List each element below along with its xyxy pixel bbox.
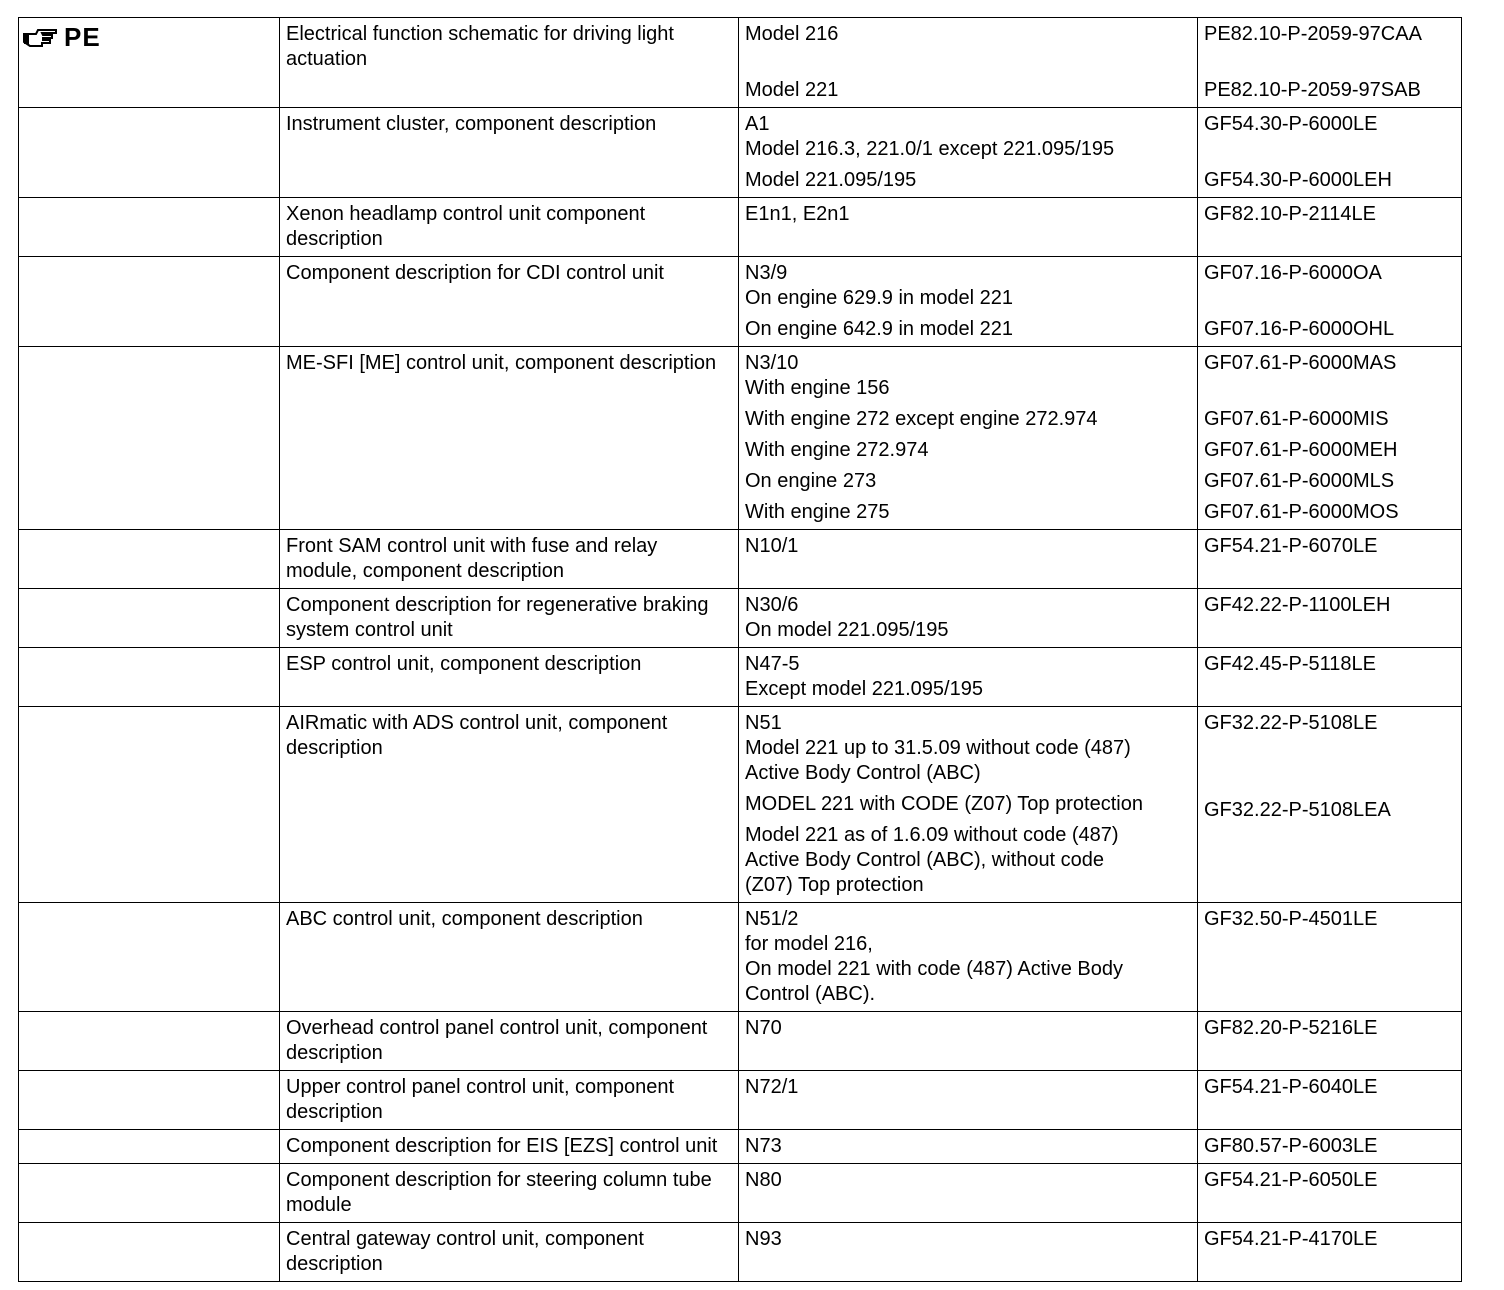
line-pad bbox=[1204, 848, 1456, 873]
table-row bbox=[19, 1223, 1462, 1282]
component-cell: Central gateway control unit, component description bbox=[280, 1223, 739, 1282]
document-number: GF54.21-P-6070LE bbox=[1204, 535, 1378, 557]
condition-line: With engine 272 except engine 272.974 bbox=[745, 408, 1098, 430]
condition-line: Model 216.3, 221.0/1 except 221.095/195 bbox=[745, 138, 1115, 160]
line-pad bbox=[1204, 736, 1456, 761]
condition-line: N80 bbox=[745, 1169, 782, 1191]
marker-cell bbox=[19, 198, 280, 257]
condition-line: N51/2 bbox=[745, 908, 799, 930]
document-number: GF54.30-P-6000LE bbox=[1204, 113, 1378, 135]
condition-cell bbox=[739, 589, 1198, 648]
condition-cell bbox=[739, 1012, 1198, 1071]
document-number: GF80.57-P-6003LE bbox=[1204, 1135, 1378, 1157]
pe-label: PE bbox=[64, 22, 101, 52]
condition-line: Except model 221.095/195 bbox=[745, 678, 983, 700]
condition-line: On engine 629.9 in model 221 bbox=[745, 287, 1013, 309]
condition-line: Model 221 up to 31.5.09 without code (487) bbox=[745, 737, 1131, 759]
component-cell: Instrument cluster, component description bbox=[280, 108, 739, 198]
condition-line: With engine 272.974 bbox=[745, 439, 929, 461]
condition-line: With engine 156 bbox=[745, 377, 890, 399]
document-number: GF07.61-P-6000MEH bbox=[1204, 439, 1398, 461]
table-row bbox=[19, 530, 1462, 589]
line-pad bbox=[1204, 618, 1456, 643]
condition-line: E1n1, E2n1 bbox=[745, 203, 850, 225]
document-cell bbox=[1198, 589, 1462, 648]
document-number: GF82.10-P-2114LE bbox=[1204, 203, 1376, 225]
marker-cell bbox=[19, 707, 280, 903]
document-number: GF07.16-P-6000OA bbox=[1204, 262, 1382, 284]
document-number: GF42.22-P-1100LEH bbox=[1204, 594, 1391, 616]
table-row bbox=[19, 198, 1462, 257]
table-row bbox=[19, 1012, 1462, 1071]
component-cell: Component description for CDI control unit bbox=[280, 257, 739, 347]
condition-line: N3/9 bbox=[745, 262, 788, 284]
condition-line: for model 216, bbox=[745, 933, 873, 955]
component-cell: Overhead control panel control unit, component description bbox=[280, 1012, 739, 1071]
line-pad bbox=[1204, 677, 1456, 702]
condition-line: Control (ABC). bbox=[745, 983, 876, 1005]
condition-cell bbox=[739, 1164, 1198, 1223]
condition-cell bbox=[739, 108, 1198, 198]
marker-cell bbox=[19, 1223, 280, 1282]
condition-line: N72/1 bbox=[745, 1076, 799, 1098]
document-cell bbox=[1198, 903, 1462, 1012]
condition-cell bbox=[739, 198, 1198, 257]
table-row bbox=[19, 347, 1462, 530]
table-row bbox=[19, 18, 1462, 108]
condition-line: N73 bbox=[745, 1135, 782, 1157]
document-cell bbox=[1198, 1012, 1462, 1071]
condition-line: Model 221 as of 1.6.09 without code (487) bbox=[745, 824, 1119, 846]
document-cell bbox=[1198, 18, 1462, 108]
condition-cell bbox=[739, 257, 1198, 347]
line-pad bbox=[1204, 137, 1456, 162]
component-cell: Component description for regenerative braking system control unit bbox=[280, 589, 739, 648]
document-number: PE82.10-P-2059-97SAB bbox=[1204, 79, 1421, 101]
document-cell bbox=[1198, 648, 1462, 707]
condition-cell bbox=[739, 18, 1198, 108]
table-row bbox=[19, 707, 1462, 903]
condition-cell bbox=[739, 648, 1198, 707]
marker-cell bbox=[19, 1164, 280, 1223]
condition-line: Model 221 bbox=[745, 79, 839, 101]
marker-cell bbox=[19, 903, 280, 1012]
document-number: GF32.50-P-4501LE bbox=[1204, 908, 1378, 930]
line-pad bbox=[1204, 761, 1456, 786]
component-cell: ESP control unit, component description bbox=[280, 648, 739, 707]
document-number: GF07.16-P-6000OHL bbox=[1204, 318, 1395, 340]
condition-line: On engine 273 bbox=[745, 470, 877, 492]
condition-line: Active Body Control (ABC) bbox=[745, 762, 981, 784]
condition-line: A1 bbox=[745, 113, 770, 135]
condition-line: On engine 642.9 in model 221 bbox=[745, 318, 1013, 340]
document-number: GF07.61-P-6000MOS bbox=[1204, 501, 1399, 523]
document-cell bbox=[1198, 1223, 1462, 1282]
table-row bbox=[19, 1071, 1462, 1130]
component-cell: Xenon headlamp control unit component description bbox=[280, 198, 739, 257]
component-cell: Upper control panel control unit, component description bbox=[280, 1071, 739, 1130]
condition-cell bbox=[739, 1071, 1198, 1130]
condition-cell bbox=[739, 903, 1198, 1012]
condition-line: N47-5 bbox=[745, 653, 800, 675]
condition-line: (Z07) Top protection bbox=[745, 874, 924, 896]
condition-cell bbox=[739, 1223, 1198, 1282]
condition-line: Model 216 bbox=[745, 23, 839, 45]
condition-line: With engine 275 bbox=[745, 501, 890, 523]
condition-line: Active Body Control (ABC), without code bbox=[745, 849, 1105, 871]
document-cell bbox=[1198, 1130, 1462, 1164]
document-number: GF42.45-P-5118LE bbox=[1204, 653, 1376, 675]
table-row bbox=[19, 257, 1462, 347]
marker-cell bbox=[19, 108, 280, 198]
line-pad bbox=[1204, 376, 1456, 401]
pointing-hand-icon bbox=[22, 25, 58, 49]
condition-line: Model 221.095/195 bbox=[745, 169, 917, 191]
condition-line: N51 bbox=[745, 712, 782, 734]
document-cell bbox=[1198, 707, 1462, 903]
table-row bbox=[19, 1164, 1462, 1223]
condition-line: On model 221 with code (487) Active Body bbox=[745, 958, 1123, 980]
component-cell: ME-SFI [ME] control unit, component description bbox=[280, 347, 739, 530]
document-number: GF07.61-P-6000MIS bbox=[1204, 408, 1389, 430]
component-cell: ABC control unit, component description bbox=[280, 903, 739, 1012]
document-number: GF07.61-P-6000MAS bbox=[1204, 352, 1397, 374]
document-cell bbox=[1198, 198, 1462, 257]
marker-cell bbox=[19, 530, 280, 589]
document-number: GF54.21-P-4170LE bbox=[1204, 1228, 1378, 1250]
condition-line: On model 221.095/195 bbox=[745, 619, 949, 641]
line-pad bbox=[1204, 982, 1456, 1007]
table-row bbox=[19, 108, 1462, 198]
condition-line: N3/10 bbox=[745, 352, 799, 374]
document-number: GF07.61-P-6000MLS bbox=[1204, 470, 1395, 492]
component-cell: AIRmatic with ADS control unit, component description bbox=[280, 707, 739, 903]
component-cell: Electrical function schematic for driving light actuation bbox=[280, 18, 739, 108]
document-cell bbox=[1198, 347, 1462, 530]
condition-cell bbox=[739, 347, 1198, 530]
pe-marker bbox=[22, 22, 274, 52]
component-cell: Front SAM control unit with fuse and relay module, component description bbox=[280, 530, 739, 589]
document-number: GF82.20-P-5216LE bbox=[1204, 1017, 1378, 1039]
table-row bbox=[19, 589, 1462, 648]
table-row bbox=[19, 903, 1462, 1012]
marker-cell bbox=[19, 18, 280, 108]
blank-line bbox=[1204, 47, 1456, 72]
condition-line: N93 bbox=[745, 1228, 782, 1250]
condition-line: N10/1 bbox=[745, 535, 799, 557]
marker-cell bbox=[19, 1012, 280, 1071]
document-cell bbox=[1198, 1164, 1462, 1223]
line-pad bbox=[1204, 932, 1456, 957]
document-cell bbox=[1198, 1071, 1462, 1130]
line-pad bbox=[1204, 957, 1456, 982]
component-cell: Component description for EIS [EZS] control unit bbox=[280, 1130, 739, 1164]
condition-cell bbox=[739, 1130, 1198, 1164]
condition-line: N70 bbox=[745, 1017, 782, 1039]
marker-cell bbox=[19, 589, 280, 648]
condition-line: MODEL 221 with CODE (Z07) Top protection bbox=[745, 793, 1143, 815]
document-cell bbox=[1198, 257, 1462, 347]
document-number: GF32.22-P-5108LEA bbox=[1204, 799, 1391, 821]
table-body bbox=[19, 18, 1462, 1282]
condition-cell bbox=[739, 707, 1198, 903]
marker-cell bbox=[19, 648, 280, 707]
document-number: GF54.21-P-6050LE bbox=[1204, 1169, 1378, 1191]
component-cell: Component description for steering column tube module bbox=[280, 1164, 739, 1223]
marker-cell bbox=[19, 257, 280, 347]
marker-cell bbox=[19, 347, 280, 530]
marker-cell bbox=[19, 1130, 280, 1164]
blank-line bbox=[745, 47, 1192, 72]
document-number: GF54.30-P-6000LEH bbox=[1204, 169, 1392, 191]
document-number: PE82.10-P-2059-97CAA bbox=[1204, 23, 1422, 45]
component-reference-table bbox=[18, 17, 1462, 1282]
document-cell bbox=[1198, 108, 1462, 198]
document-number: GF54.21-P-6040LE bbox=[1204, 1076, 1378, 1098]
line-pad bbox=[1204, 286, 1456, 311]
marker-cell bbox=[19, 1071, 280, 1130]
condition-cell bbox=[739, 530, 1198, 589]
line-pad bbox=[1204, 823, 1456, 848]
table-row bbox=[19, 648, 1462, 707]
table-row bbox=[19, 1130, 1462, 1164]
document-cell bbox=[1198, 530, 1462, 589]
condition-line: N30/6 bbox=[745, 594, 799, 616]
document-number: GF32.22-P-5108LE bbox=[1204, 712, 1378, 734]
